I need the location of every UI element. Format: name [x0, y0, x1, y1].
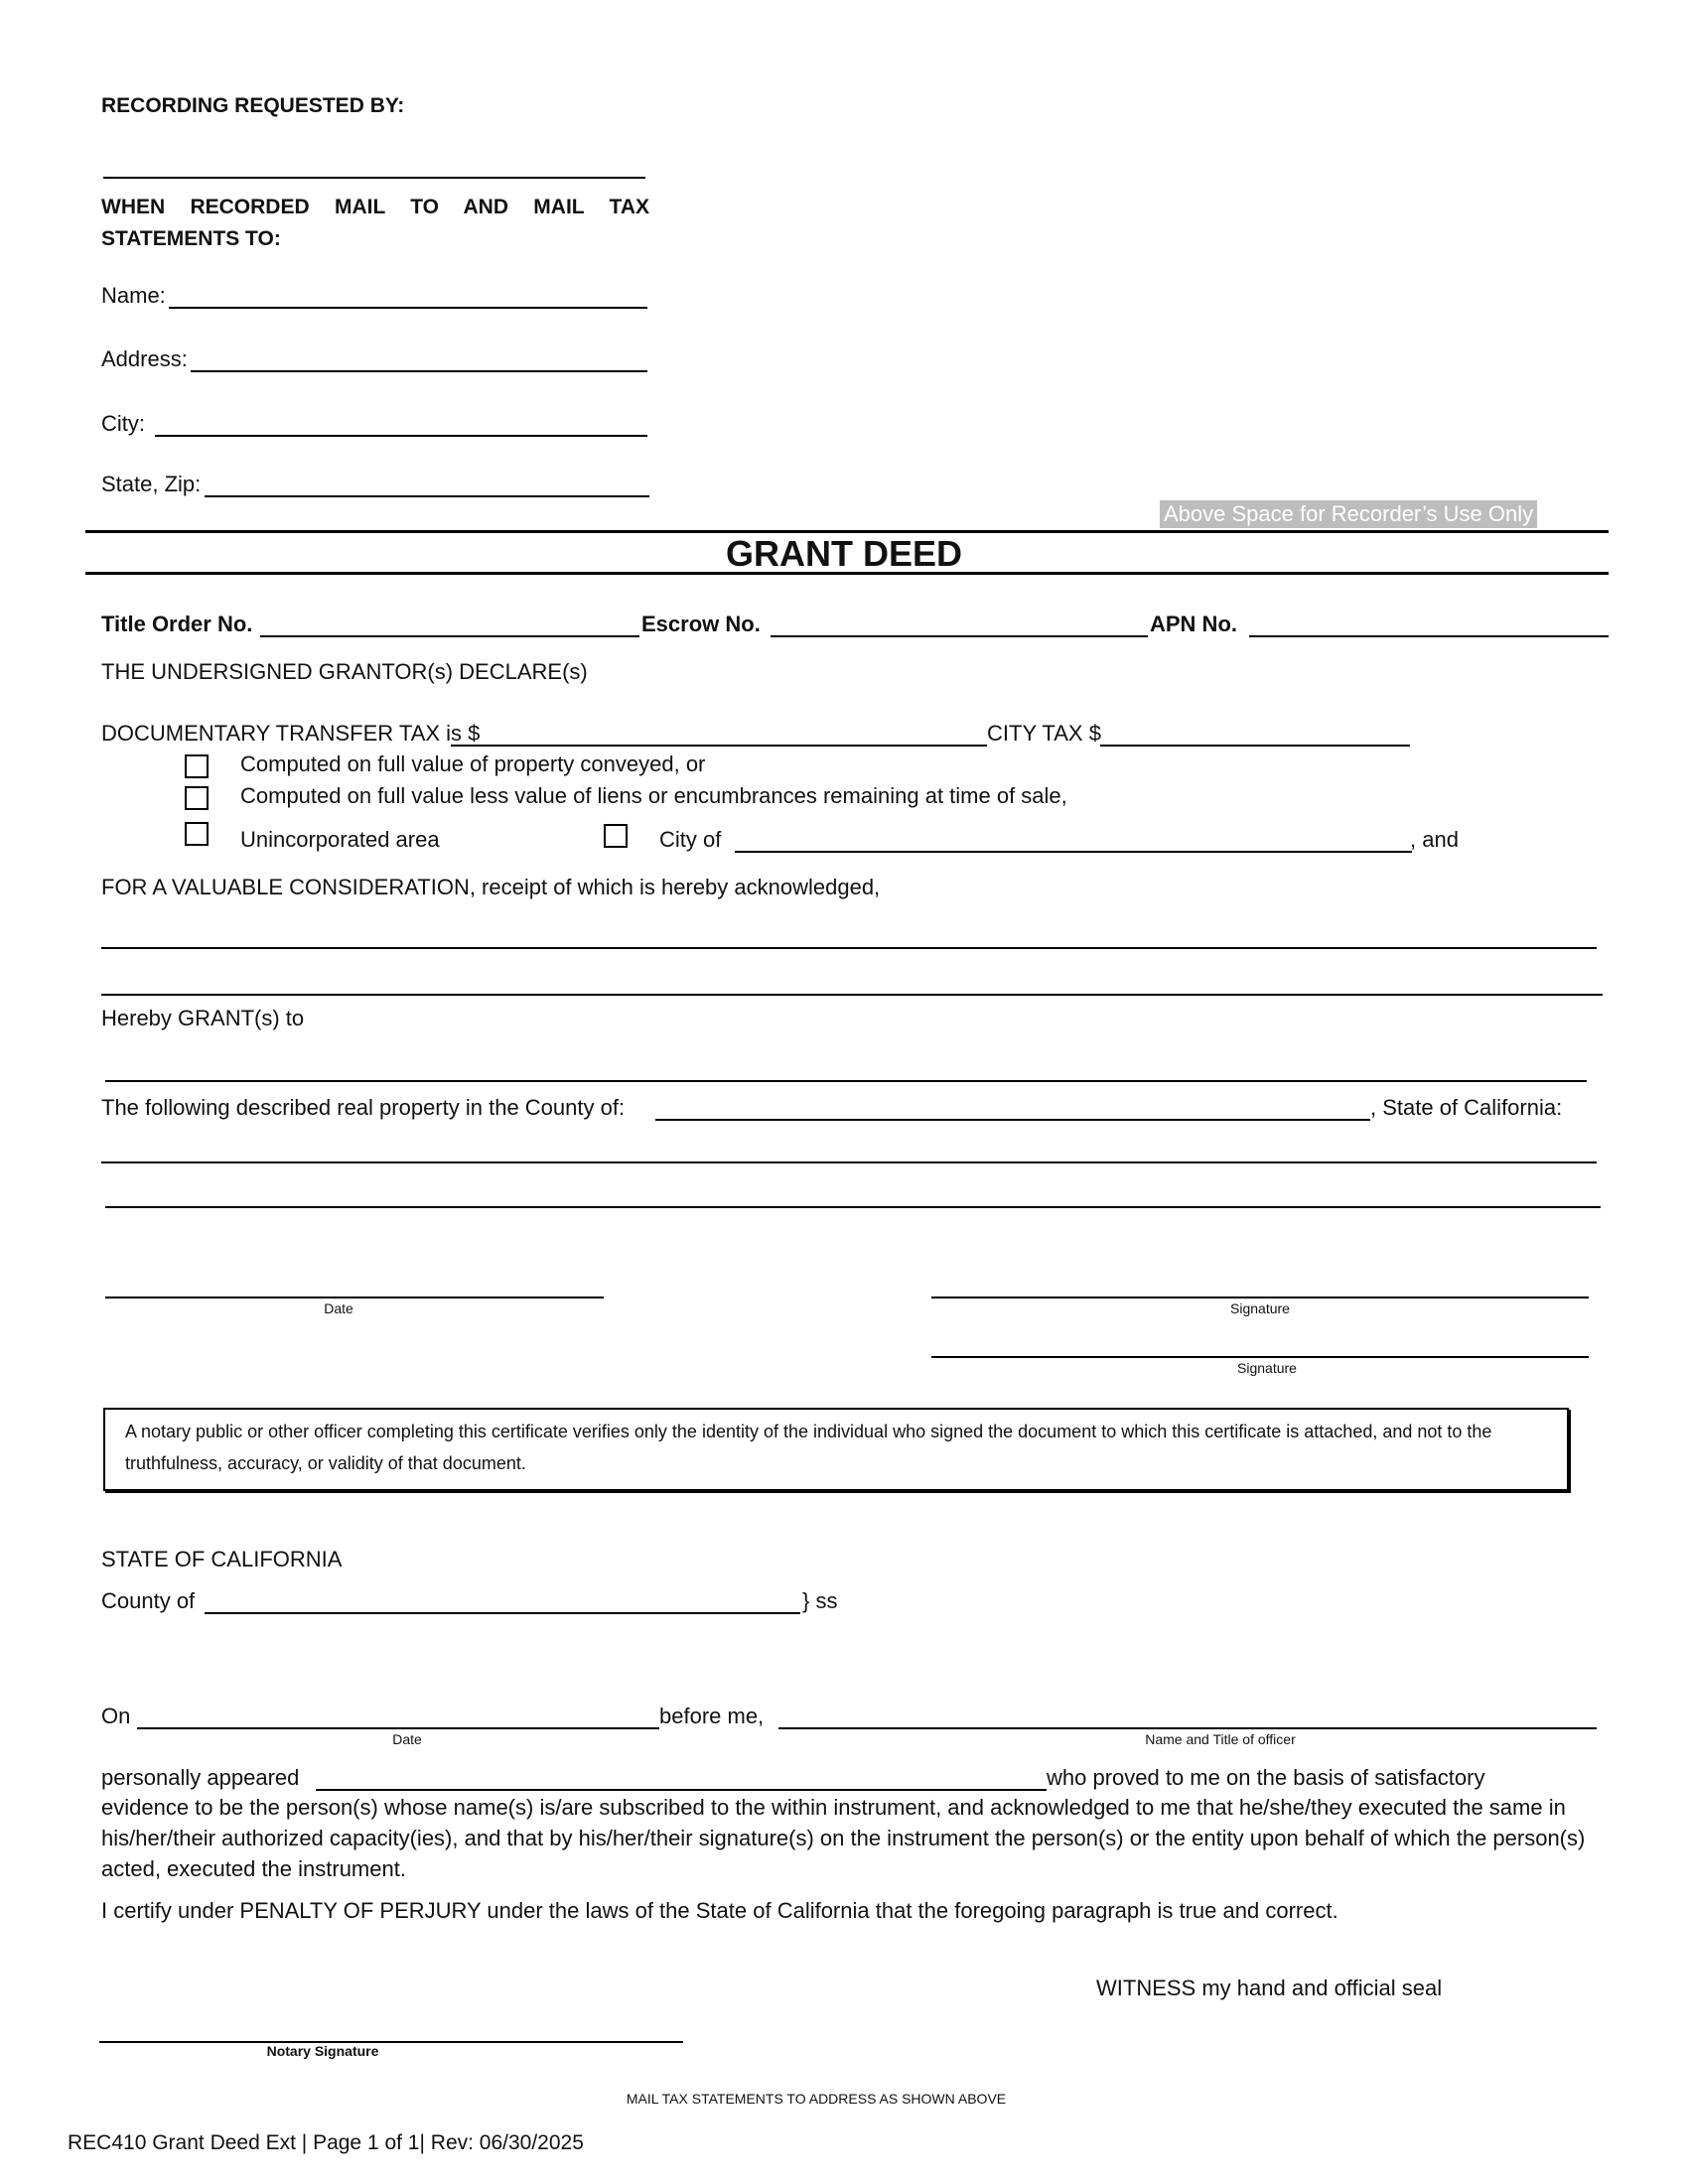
notary-signature-input[interactable] — [99, 2019, 683, 2043]
grantor-signature-input-2[interactable] — [931, 1334, 1589, 1358]
state-of-california-heading: STATE OF CALIFORNIA — [101, 1547, 343, 1571]
recorder-use-label: Above Space for Recorder’s Use Only — [1160, 500, 1537, 528]
recording-requested-input[interactable] — [103, 155, 645, 179]
and-label: , and — [1410, 827, 1459, 852]
grant-date-input[interactable] — [105, 1275, 604, 1298]
city-label: City: — [101, 411, 145, 436]
consideration-text: FOR A VALUABLE CONSIDERATION, receipt of which is hereby acknowledged, — [101, 875, 881, 899]
perjury-statement: I certify under PENALTY OF PERJURY under the laws of the State of California that the foregoing paragraph is true and correct. — [101, 1898, 1338, 1923]
officer-caption: Name and Title of officer — [1145, 1731, 1296, 1747]
escrow-label: Escrow No. — [641, 612, 761, 636]
personally-appeared-label: personally appeared — [101, 1765, 300, 1790]
appeared-name-input[interactable] — [316, 1767, 1047, 1791]
grant-to-text: Hereby GRANT(s) to — [101, 1006, 305, 1030]
state-of-california-label: , State of California: — [1370, 1095, 1563, 1120]
escrow-input[interactable] — [771, 614, 1148, 637]
city-of-input[interactable] — [735, 829, 1412, 853]
mail-name-input[interactable] — [169, 285, 647, 309]
property-description-line-2[interactable] — [105, 1184, 1601, 1208]
notary-notice-text: A notary public or other officer completing this certificate verifies only the identity of the individual who signed the document to which this certificate is attached, and not to the truthfulness, accuracy, or validity of that document. — [125, 1422, 1492, 1473]
notary-notice-box — [103, 1408, 1569, 1491]
ack-county-label: County of — [101, 1588, 196, 1613]
city-of-label: City of — [659, 827, 722, 852]
city-of-checkbox[interactable] — [604, 824, 628, 848]
date-caption: Date — [324, 1300, 353, 1316]
address-label: Address: — [101, 346, 188, 371]
grantor-line-2[interactable] — [101, 972, 1603, 996]
mail-city-input[interactable] — [155, 413, 647, 437]
city-tax-input[interactable] — [1100, 723, 1410, 747]
property-county-label: The following described real property in the County of: — [101, 1095, 626, 1120]
when-recorded-label-line2: STATEMENTS TO: — [101, 227, 281, 250]
ss-label: } ss — [802, 1588, 838, 1613]
ack-date-input[interactable] — [137, 1706, 659, 1729]
mail-tax-footer: MAIL TAX STATEMENTS TO ADDRESS AS SHOWN ABOVE — [626, 2091, 1007, 2107]
title-order-input[interactable] — [260, 614, 639, 637]
unincorporated-label: Unincorporated area — [240, 827, 440, 852]
mail-address-input[interactable] — [191, 348, 647, 372]
witness-statement: WITNESS my hand and official seal — [1096, 1976, 1443, 2000]
full-value-checkbox[interactable] — [185, 754, 209, 778]
title-order-label: Title Order No. — [101, 612, 253, 636]
less-liens-label: Computed on full value less value of liens or encumbrances remaining at time of sale, — [240, 783, 1067, 808]
doc-transfer-tax-input[interactable] — [451, 723, 987, 747]
ack-date-caption: Date — [392, 1731, 422, 1747]
less-liens-checkbox[interactable] — [185, 786, 209, 810]
property-county-input[interactable] — [655, 1097, 1370, 1121]
form-footer: REC410 Grant Deed Ext | Page 1 of 1| Rev: 06/30/2025 — [68, 2131, 584, 2154]
unincorporated-checkbox[interactable] — [185, 822, 209, 846]
full-value-label: Computed on full value of property conveyed, or — [240, 751, 706, 776]
grantor-declare-text: THE UNDERSIGNED GRANTOR(s) DECLARE(s) — [101, 659, 588, 684]
who-proved-text: who proved to me on the basis of satisfactory — [1047, 1765, 1485, 1790]
title-rule-bottom — [85, 572, 1609, 575]
before-me-label: before me, — [659, 1704, 765, 1728]
apn-label: APN No. — [1150, 612, 1237, 636]
ack-county-input[interactable] — [205, 1590, 800, 1614]
when-recorded-label-line1: WHEN RECORDED MAIL TO AND MAIL TAX — [101, 196, 649, 218]
grantee-input[interactable] — [105, 1058, 1587, 1082]
on-label: On — [101, 1704, 131, 1728]
name-label: Name: — [101, 283, 166, 308]
property-description-line-1[interactable] — [101, 1140, 1597, 1163]
page-title: GRANT DEED — [725, 533, 962, 574]
grantor-line-1[interactable] — [101, 925, 1597, 949]
mail-state-zip-input[interactable] — [205, 474, 649, 497]
city-tax-label: CITY TAX $ — [987, 721, 1101, 746]
acknowledgment-body: evidence to be the person(s) whose name(s) is/are subscribed to the within instrument, and acknowledged to me that he/she/they executed the same in his/her/their authorized capacity(ies), and that by his/her/their signature(s) on the instrument the person(s) or the entity upon behalf of which the person(s) acted, executed the instrument. — [101, 1795, 1586, 1881]
apn-input[interactable] — [1249, 614, 1609, 637]
notary-signature-caption: Notary Signature — [266, 2043, 379, 2059]
grantor-signature-input-1[interactable] — [931, 1275, 1589, 1298]
state-zip-label: State, Zip: — [101, 472, 202, 496]
recording-requested-label: RECORDING REQUESTED BY: — [101, 94, 405, 117]
officer-name-title-input[interactable] — [778, 1706, 1597, 1729]
doc-transfer-tax-label: DOCUMENTARY TRANSFER TAX is $ — [101, 721, 481, 746]
signature-caption-2: Signature — [1237, 1360, 1297, 1376]
signature-caption-1: Signature — [1230, 1300, 1290, 1316]
